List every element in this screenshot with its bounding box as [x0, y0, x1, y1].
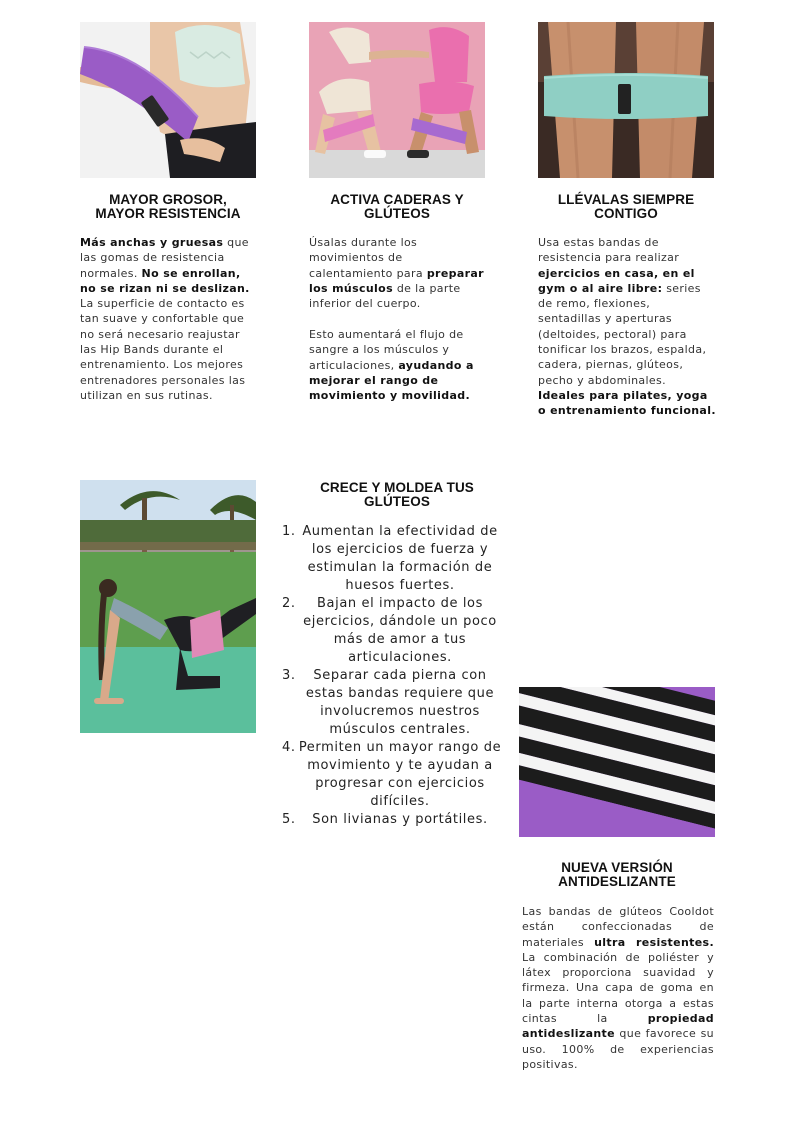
s5-bold1: ultra resistentes.: [594, 935, 714, 949]
striped-band-icon: [519, 687, 715, 844]
list-item-text: Son livianas y portátiles.: [312, 812, 488, 827]
s5-text1: Las bandas de glúteos Cooldot están confeccionadas de materiales: [522, 905, 714, 949]
section3-title-line2: CONTIGO: [594, 206, 658, 221]
purple-hip-band-photo: [80, 22, 256, 178]
list-item-number: 2.: [282, 596, 296, 611]
s5-text3: que favorece su uso. 100% de experiencias positivas.: [522, 1027, 714, 1071]
section2-title: [305, 193, 489, 221]
s2-text2: de la parte inferior del cuerpo.: [309, 281, 461, 311]
s5-bold2: propiedad antideslizante: [522, 1012, 714, 1041]
pink-bands-icon: [309, 22, 485, 178]
s1-text2: La superficie de contacto es tan suave y confortable que no será necesario reajustar las Hip Bands durante el entrenamiento. Los mejores entrenadores personales las utilizan en sus rutinas.: [80, 297, 246, 402]
s2-bold1: preparar los músculos: [309, 266, 484, 295]
kickback-exercise-icon: [80, 480, 256, 733]
list-item: [282, 523, 504, 595]
section1-text: [80, 235, 258, 403]
list-item-number: 4.: [282, 740, 296, 755]
purple-hip-band-icon: [80, 22, 256, 178]
section1-title: [80, 193, 256, 221]
section5-title-line2: ANTIDESLIZANTE: [558, 874, 676, 889]
s5-text2: La combinación de poliéster y látex proporciona suavidad y firmeza. Una capa de goma en la parte interna otorga a estas cintas la: [522, 950, 714, 1026]
benefits-list: [282, 523, 504, 829]
section3-text: [538, 235, 716, 419]
section1-title-line2: MAYOR RESISTENCIA: [95, 206, 241, 221]
section4-title: [286, 481, 508, 509]
list-item-text: Separar cada pierna con estas bandas requiere que involucremos nuestros músculos centrales.: [305, 668, 495, 737]
list-item-number: 1.: [282, 524, 296, 539]
list-item-number: 3.: [282, 668, 296, 683]
s3-bold1: ejercicios en casa, en el gym o al aire libre:: [538, 266, 695, 295]
s1-bold1: Más anchas y gruesas: [80, 236, 224, 249]
woman-kickback-exercise-photo: [80, 480, 256, 733]
s3-text2: series de remo, flexiones, sentadillas y aperturas (deltoides, pectoral) para tonificar los brazos, espalda, cadera, piernas, glúteos, pecho y abdominales.: [538, 281, 707, 387]
section2-title-line1: ACTIVA CADERAS Y: [330, 192, 464, 207]
list-item: [282, 595, 504, 667]
section2-text-a: [309, 235, 487, 311]
s2-bold2: ayudando a mejorar el rango de movimiento y movilidad.: [309, 358, 474, 403]
striped-band-closeup-photo: [519, 687, 715, 844]
mint-band-legs-photo: [538, 22, 714, 178]
s3-text1: Usa estas bandas de resistencia para realizar: [538, 236, 680, 265]
list-item-text: Aumentan la efectividad de los ejercicios de fuerza y estimulan la formación de huesos fuertes.: [302, 524, 498, 593]
s1-bold2: No se enrollan, no se rizan ni se deslizan.: [80, 266, 250, 295]
section3-title: [536, 193, 716, 221]
list-item: [282, 739, 504, 811]
section1-title-line1: MAYOR GROSOR,: [109, 192, 227, 207]
section5-text: [522, 904, 714, 1072]
s2-text1: Úsalas durante los movimientos de calentamiento para: [309, 236, 427, 280]
section2-text-b: [309, 327, 487, 403]
s3-bold2: Ideales para pilates, yoga o entrenamiento funcional.: [538, 388, 716, 418]
section4-title-line2: GLÚTEOS: [364, 494, 430, 509]
section3-title-line1: LLÉVALAS SIEMPRE: [557, 192, 695, 207]
section4-title-line1: CRECE Y MOLDEA TUS: [320, 480, 474, 495]
list-item-text: Bajan el impacto de los ejercicios, dándole un poco más de amor a tus articulaciones.: [303, 596, 497, 665]
mint-band-icon: [538, 22, 714, 178]
section5-title-line1: NUEVA VERSIÓN: [561, 860, 673, 875]
list-item-number: 5.: [282, 812, 296, 827]
list-item-text: Permiten un mayor rango de movimiento y te ayudan a progresar con ejercicios difíciles.: [298, 740, 502, 809]
section5-title: [518, 861, 716, 889]
list-item: [282, 811, 504, 829]
section2-title-line2: GLÚTEOS: [364, 206, 430, 221]
s2-text3: Esto aumentará el flujo de sangre a los músculos y articulaciones,: [309, 328, 464, 372]
pink-bands-squat-photo: [309, 22, 485, 178]
list-item: [282, 667, 504, 739]
s1-text1: que las gomas de resistencia normales.: [80, 236, 249, 280]
